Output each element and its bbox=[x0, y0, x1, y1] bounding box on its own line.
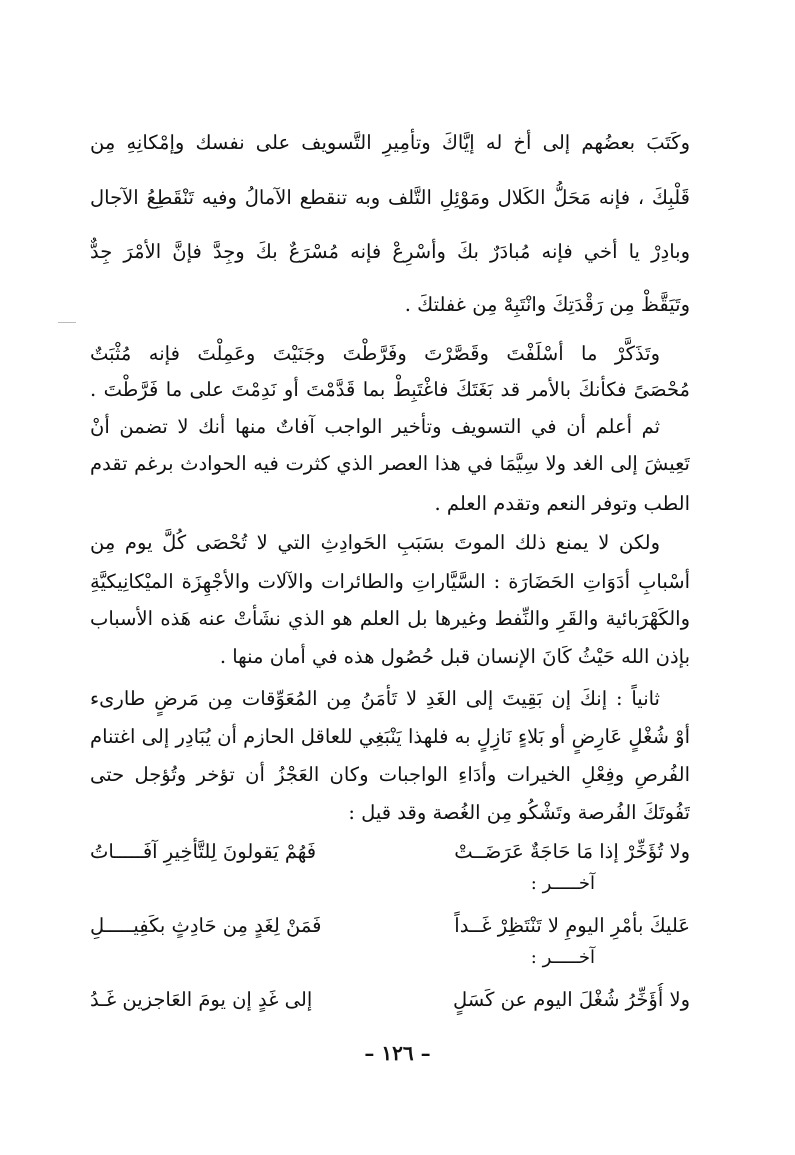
text-line: وكَتَبَ بعضُهم إلى أخ له إيَّاكَ وتأمِيرِ التَّسويف على نفسك وإمْكانِهِ مِن bbox=[90, 131, 690, 154]
verse-first-hemistich: ولا أُؤَخِّرُ شُغْلَ اليوم عن كَسَلٍ bbox=[452, 988, 690, 1011]
text-line: وتَيَقَّظْ مِن رَقْدَتِكَ وانْتَبِهْ مِن غفلتكَ . bbox=[404, 293, 690, 316]
text-line: الطب وتوفر النعم وتقدم العلم . bbox=[434, 492, 690, 515]
margin-mark bbox=[58, 322, 76, 323]
text-line: مُحْصَىً فكأنكَ بالأمر قد بَغَتَكَ فاغْتَبِطْ بما قَدَّمْتَ أو نَدِمْتَ على ما فَرَّطْتَ . bbox=[90, 378, 690, 401]
text-line: ثانياً : إنكَ إن بَقِيتَ إلى الغَدِ لا تَأمَنُ مِن المُعَوِّقات مِن مَرضٍ طارىء bbox=[90, 687, 660, 710]
text-line: تَفُوتَكَ الفُرصة وتَشْكُو مِن الغُصة وقد قيل : bbox=[348, 801, 690, 824]
verse-first-hemistich: عَليكَ بأمْرِ اليومِ لا تَنْتَظِرْ غَــداً bbox=[454, 914, 690, 937]
text-line: أسْبابِ أدَوَاتِ الحَضَارَة : السَّيَّاراتِ والطائرات والآلات والأجْهِزَة الميْكانِيكيَّةِ bbox=[90, 570, 690, 593]
text-line: وتَذَكَّرْ ما أسْلَفْتَ وقَصَّرْتَ وفَرَّطْتَ وجَنَيْتَ وعَمِلْتَ فإنه مُثْبَتٌ bbox=[90, 342, 660, 365]
text-line: والكَهْرَبائية والقَرِ والنِّفط وغيرها بل العلم هو الذي نشَأتْ عنه هَذه الأسباب bbox=[90, 607, 690, 630]
verse-first-hemistich: ولا تُؤَخِّرْ إذا مَا حَاجَةٌ عَرَضَــتْ bbox=[454, 840, 690, 863]
meter-label: آخـــــر : bbox=[530, 947, 595, 968]
poem-verse bbox=[90, 835, 690, 871]
text-line: تَعِيشَ إلى الغد ولا سِيَّمَا في هذا العصر الذي كثرت فيه الحوادث برغم تقدم bbox=[90, 452, 690, 475]
poem-verse bbox=[90, 909, 690, 945]
text-line: ثم أعلم أن في التسويف وتأخير الواجب آفاتٌ منها أنك لا تضمن أنْ bbox=[90, 415, 660, 438]
text-line: قَلْبِكَ ، فإنه مَحَلُّ الكَلال ومَوْئِلِ التَّلف وبه تنقطع الآمالُ وفيه تَنْقَطِعُ الآجال bbox=[90, 186, 690, 209]
page-number: – ١٢٦ – bbox=[364, 1041, 431, 1065]
text-line: أوْ شُغْلٍ عَارِضٍ أو بَلاءٍ نَازِلٍ به فلهذا يَنْبَغِي للعاقل الحازم أن يُبَادِر إلى اغتنام bbox=[90, 725, 690, 748]
verse-second-hemistich: فَهُمْ يَقولونَ لِلتَّأخِيرِ آفَـــــاتُ bbox=[90, 840, 317, 863]
text-line: الفُرصِ وفِعْلِ الخيرات وأدَاءِ الواجبات وكان العَجْزُ أن تؤخر وتُؤجل حتى bbox=[90, 763, 690, 786]
verse-second-hemistich: إلى غَدٍ إن يومَ العَاجزين غَـدُ bbox=[90, 988, 313, 1011]
verse-second-hemistich: فَمَنْ لِغَدٍ مِن حَادِثٍ بكَفِيـــــلِ bbox=[90, 914, 322, 937]
poem-verse bbox=[90, 983, 690, 1019]
text-line: وبادِرْ يا أخي فإنه مُبادَرٌ بكَ وأسْرِعْ فإنه مُسْرَعٌ بكَ وجِدَّ فإنَّ الأمْرَ جِدٌّ bbox=[90, 240, 690, 263]
meter-label: آخـــــر : bbox=[530, 873, 595, 894]
text-line: ولكن لا يمنع ذلك الموتَ بسَبَبِ الحَوادِثِ التي لا تُحْصَى كُلَّ يوم مِن bbox=[90, 531, 660, 554]
text-line: بإذن الله حَيْثُ كَانَ الإنسان قبل حُصُول هذه في أمان منها . bbox=[219, 645, 690, 668]
